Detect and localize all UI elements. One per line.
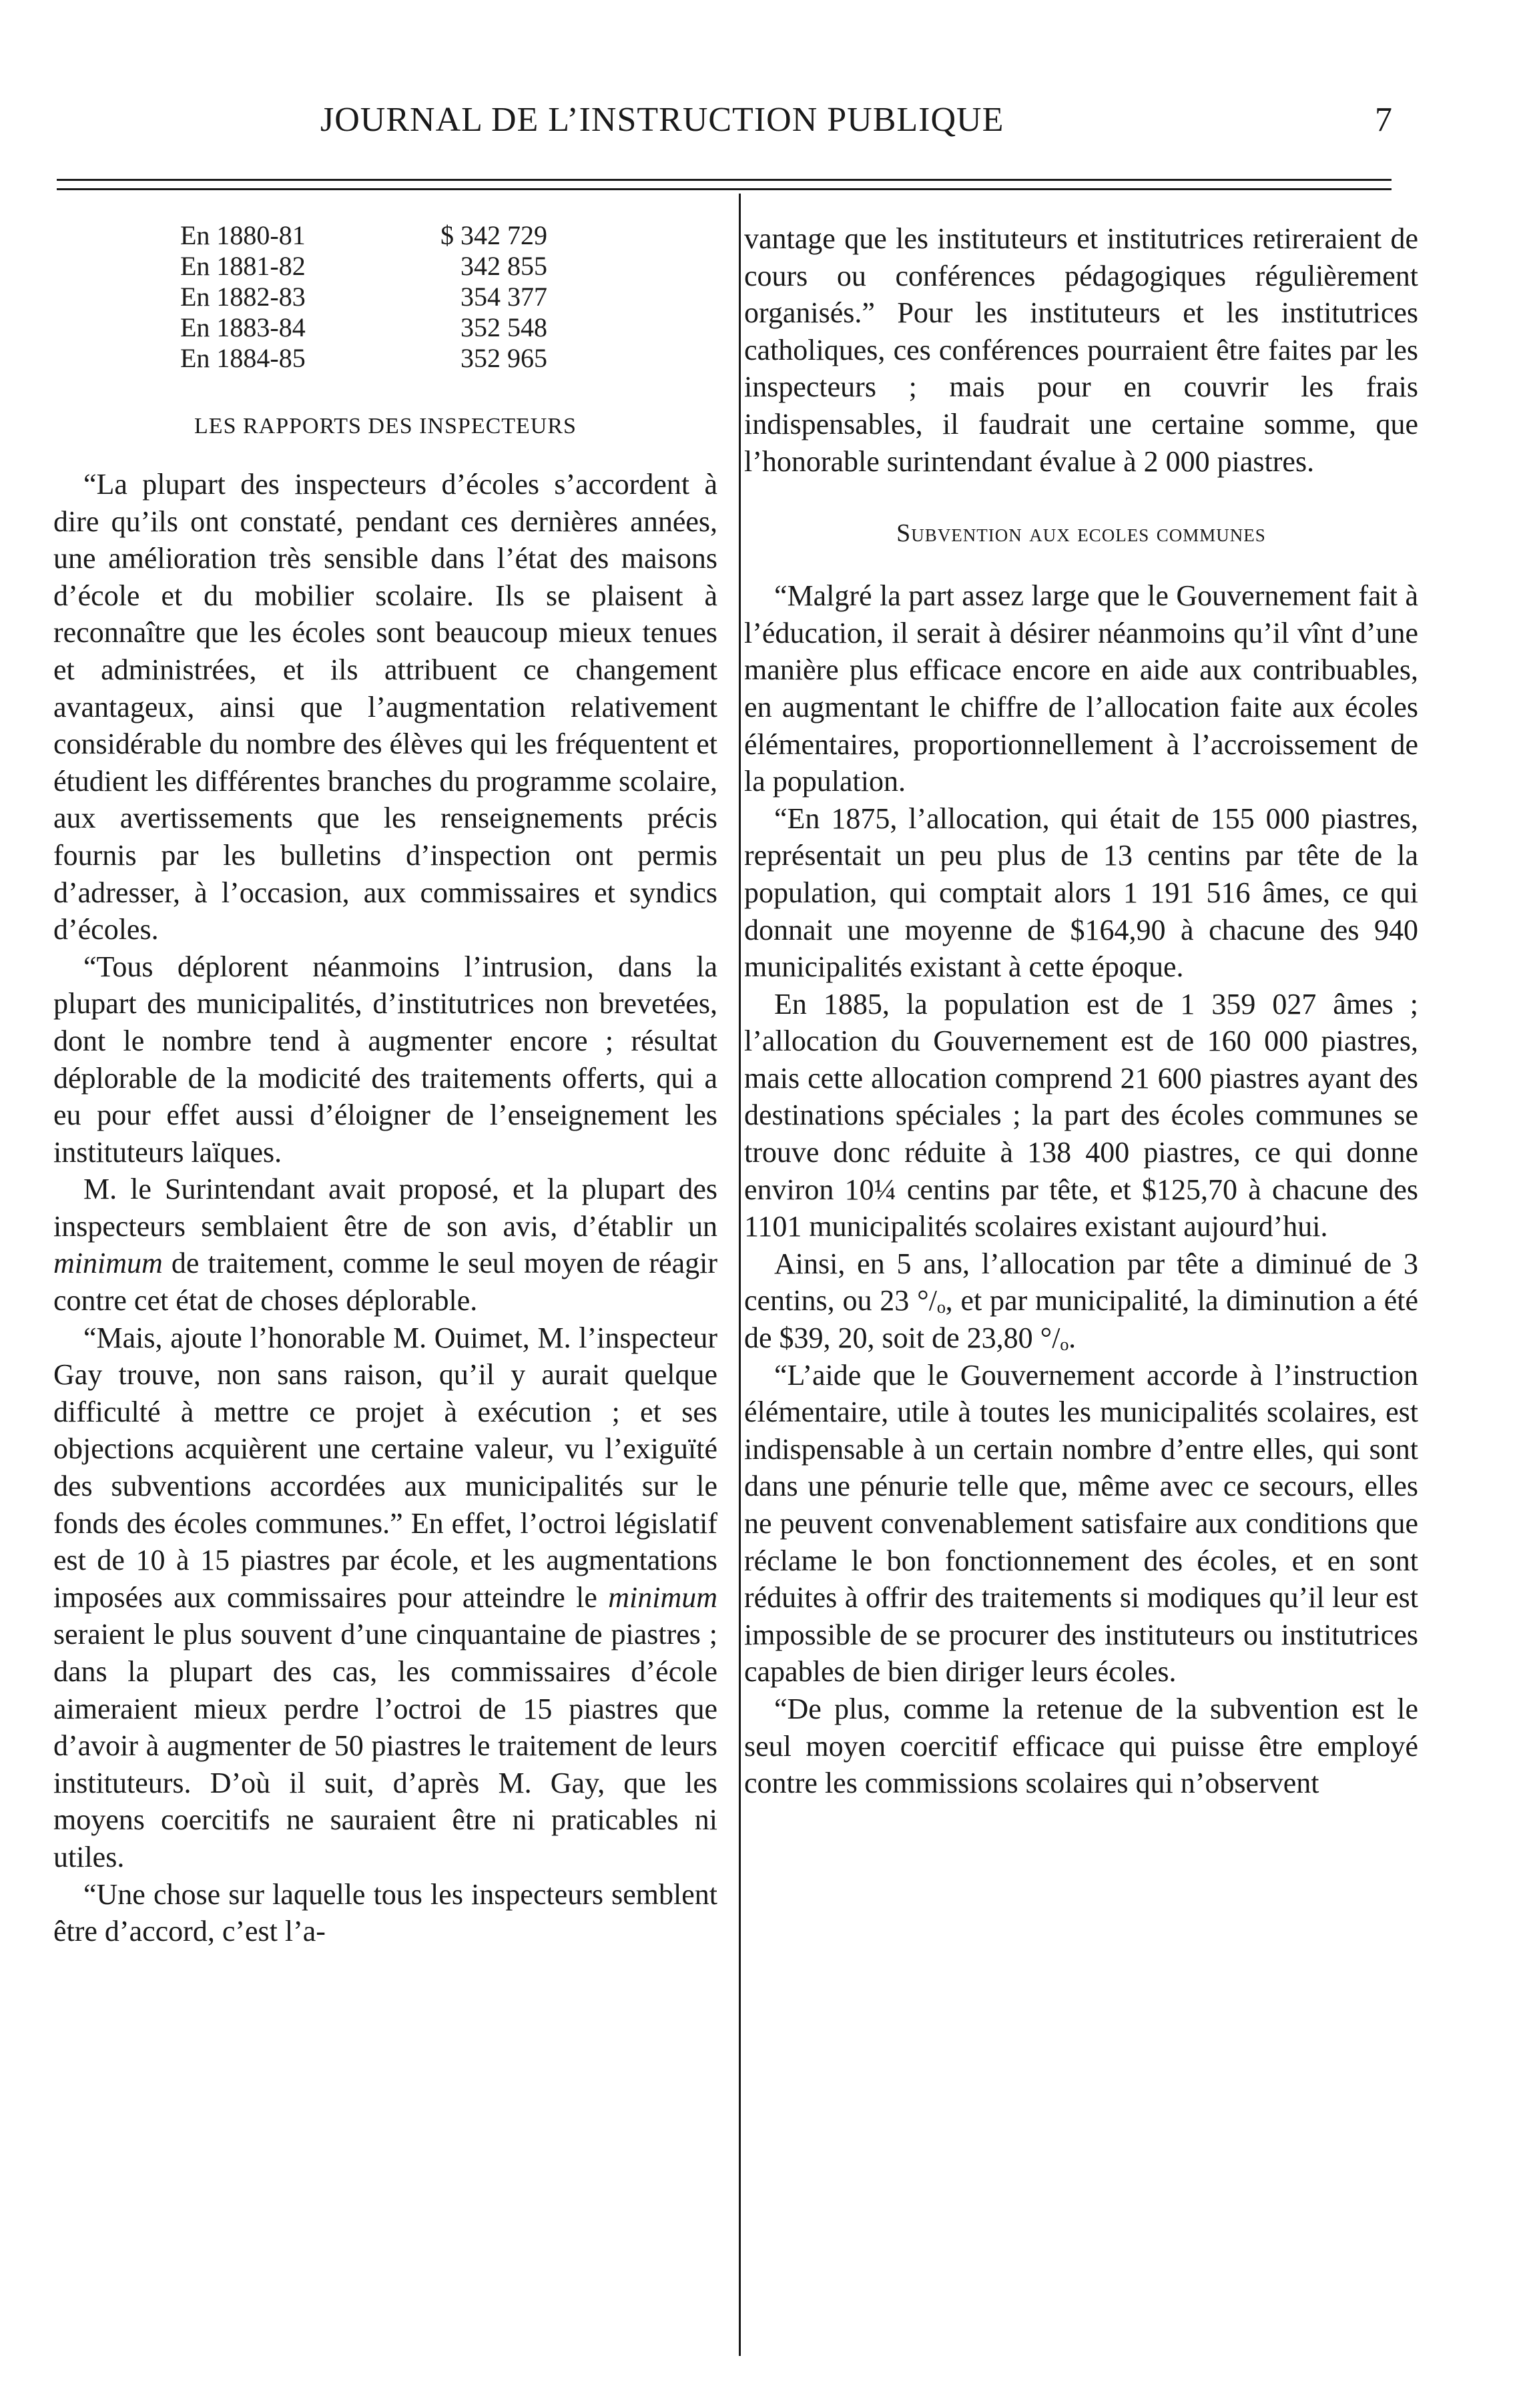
table-amount: 342 855 xyxy=(460,251,547,281)
column-divider xyxy=(739,194,741,2356)
paragraph xyxy=(53,1319,717,1876)
paragraph: “La plupart des inspecteurs d’écoles s’accordent à dire qu’ils ont constaté, pendant ces dernières années, une amélioration très sensible dans l’état des maisons d’école et du mobilier scolaire. Ils se plaisent à reconnaître que les écoles sont beaucoup mieux tenues et administrées, et ils attribuent ce changement avantageux, ainsi que l’augmentation relativement considérable du nombre des élèves qui les fréquentent et étudient les différentes branches du programme scolaire, aux avertissements que les renseignements précis fournis par les bulletins d’inspection ont permis d’adresser, à l’occasion, aux commissaires et syndics d’écoles. xyxy=(53,468,717,946)
right-column xyxy=(744,220,1418,1802)
table-row xyxy=(180,251,717,282)
paragraph: “Malgré la part assez large que le Gouvernement fait à l’éducation, il serait à désirer néanmoins qu’il vînt d’une manière plus efficace encore en aide aux contribuables, en augmentant le chiffre de l’allocation faite aux écoles élémentaires, proportionnellement à l’accroissement de la population. xyxy=(744,579,1418,798)
paragraph: Ainsi, en 5 ans, l’allocation par tête a diminué de 3 centins, ou 23 °/ₒ, et par municipalité, la diminution a été de $39, 20, soit de 23,80 °/ₒ. xyxy=(744,1247,1418,1355)
paragraph: “Une chose sur laquelle tous les inspecteurs semblent être d’accord, c’est l’a- xyxy=(53,1877,717,1948)
header-rule-top xyxy=(57,179,1392,181)
text-run: M. le Surintendant avait proposé, et la plupart des inspecteurs semblaient être de son avis, d’établir un xyxy=(53,1173,717,1243)
table-amount: 354 377 xyxy=(460,282,547,312)
table-amount: $ 342 729 xyxy=(440,220,547,250)
paragraph: “L’aide que le Gouvernement accorde à l’instruction élémentaire, utile à toutes les municipalités scolaires, est indispensable à un certain nombre d’entre elles, qui sont dans une pénurie telle que, même avec ce secours, elles ne peuvent convenablement satisfaire aux conditions que réclame le bon fonctionnement des écoles, et en sont réduites à offrir des traitements si modiques qu’il leur est impossible de se procurer des instituteurs ou institutrices capables de bien diriger leurs écoles. xyxy=(744,1358,1418,1689)
paragraph: vantage que les instituteurs et institutrices retireraient de cours ou conférences pédagogiques régulièrement organisés.” Pour les instituteurs et les institutrices catholiques, ces conférences pourraient être faites par les inspecteurs ; mais pour en couvrir les frais indispensables, il faudrait une certaine somme, que l’honorable surintendant évalue à 2 000 piastres. xyxy=(744,222,1418,478)
table-year: En 1882-83 xyxy=(180,282,306,312)
table-row xyxy=(180,343,717,374)
text-run: seraient le plus souvent d’une cinquantaine de piastres ; dans la plupart des cas, les commissaires d’école aimeraient mieux perdre l’octroi de 15 piastres que d’avoir à augmenter de 50 piastres le traitement de leurs instituteurs. D’où il suit, d’après M. Gay, que les moyens coercitifs ne sauraient être ni praticables ni utiles. xyxy=(53,1618,717,1873)
table-amount: 352 965 xyxy=(460,343,547,373)
table-row xyxy=(180,220,717,251)
paragraph xyxy=(53,1171,717,1319)
table-year: En 1880-81 xyxy=(180,220,306,250)
allocation-table xyxy=(180,220,717,374)
running-head xyxy=(0,100,1539,154)
paragraph: “De plus, comme la retenue de la subvention est le seul moyen coercitif efficace qui puisse être employé contre les commissions scolaires qui n’observent xyxy=(744,1692,1418,1800)
journal-title: JOURNAL DE L’INSTRUCTION PUBLIQUE xyxy=(320,101,1004,139)
section-heading-subvention: Subvention aux ecoles communes xyxy=(896,519,1266,548)
paragraph: “Tous déplorent néanmoins l’intrusion, dans la plupart des municipalités, d’institutrices non brevetées, dont le nombre tend à augmenter encore ; résultat déplorable de la modicité des traitements offerts, qui a eu pour effet aussi d’éloigner de l’enseignement les instituteurs laïques. xyxy=(53,950,717,1169)
text-run: de traitement, comme le seul moyen de réagir contre cet état de choses déplorable. xyxy=(53,1247,717,1317)
text-run: “Mais, ajoute l’honorable M. Ouimet, M. l’inspecteur Gay trouve, non sans raison, qu’il y aurait quelque difficulté à mettre ce projet à exécution ; et ses objections acquièrent une certaine valeur, vu l’exiguïté des subventions accordées aux municipalités sur le fonds des écoles communes.” En effet, l’octroi législatif est de 10 à 15 piastres par école, et les augmentations imposées aux commissaires pour atteindre le xyxy=(53,1321,717,1614)
paragraph: En 1885, la population est de 1 359 027 âmes ; l’allocation du Gouvernement est de 160 000 piastres, mais cette allocation comprend 21 600 piastres ayant des destinations spéciales ; la part des écoles communes se trouve donc réduite à 138 400 piastres, ce qui donne environ 10¼ centins par tête, et $125,70 à chacune des 1101 municipalités scolaires existant aujourd’hui. xyxy=(744,987,1418,1243)
emphasis: minimum xyxy=(608,1580,717,1614)
table-amount: 352 548 xyxy=(460,312,547,342)
section-heading-reports: LES RAPPORTS DES INSPECTEURS xyxy=(194,414,577,438)
table-row xyxy=(180,282,717,312)
table-row xyxy=(180,312,717,343)
page-number: 7 xyxy=(1375,101,1392,139)
emphasis: minimum xyxy=(53,1247,163,1280)
left-column xyxy=(53,220,717,1950)
table-year: En 1883-84 xyxy=(180,312,306,342)
paragraph: “En 1875, l’allocation, qui était de 155 000 piastres, représentait un peu plus de 13 centins par tête de la population, qui comptait alors 1 191 516 âmes, ce qui donnait une moyenne de $164,90 à chacune des 940 municipalités existant à cette époque. xyxy=(744,802,1418,984)
table-year: En 1881-82 xyxy=(180,251,306,281)
table-year: En 1884-85 xyxy=(180,343,306,373)
header-rule-bottom xyxy=(57,188,1392,190)
